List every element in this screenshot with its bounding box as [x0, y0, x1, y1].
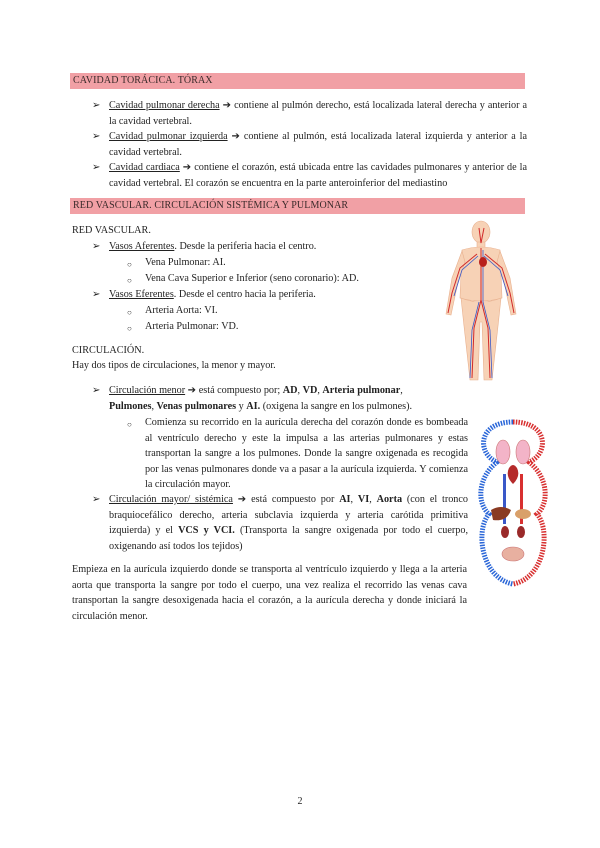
section-heading-red-vascular: RED VASCULAR. CIRCULACIÓN SISTÉMICA Y PULMONAR: [70, 198, 525, 214]
list-item-cavidad-izquierda: Cavidad pulmonar izquierda ➔ contiene al pulmón, está localizada lateral izquierda y anterior a la cavidad vertebral.: [109, 131, 527, 158]
list-item-aferentes: Vasos Aferentes. Desde la periferia hacia el centro.: [109, 241, 317, 252]
arrow-icon: ➔: [237, 494, 247, 505]
circle-bullet-icon: ○: [127, 420, 132, 429]
liver-icon: [491, 507, 511, 520]
term: Cavidad cardiaca: [109, 162, 180, 173]
bullet-icon: ➢: [92, 494, 101, 505]
bullet-icon: ➢: [92, 131, 101, 142]
bullet-icon: ➢: [92, 241, 101, 252]
sub-item-vena-cava: Vena Cava Superior e Inferior (seno coronario): AD.: [145, 273, 359, 284]
circulacion-intro: Hay dos tipos de circulaciones, la menor y mayor.: [72, 360, 276, 371]
bullet-icon: ➢: [92, 100, 101, 111]
arrow-icon: ➔: [182, 162, 192, 173]
circulacion-title: CIRCULACIÓN.: [72, 345, 145, 356]
sub-item-menor-recorrido: Comienza su recorrido en la aurícula derecha del corazón donde es bombeada al ventrículo derecho y este la impulsa a las arterias pulmonares y estas transportan la sangre a los pulmones. Donde la sangre oxigenada es recogida por las venas pulmonares donde va a pasar a la aurícula izquierda. Y comienza la circulación mayor.: [145, 417, 468, 490]
list-item-circulacion-menor: Circulación menor ➔ está compuesto por; AD, VD, Arteria pulmonar, Pulmones, Venas pulmonares y AI. (oxigena la sangre en los pulmones).: [109, 385, 413, 412]
intestine-icon: [502, 547, 524, 561]
kidney-icon: [517, 526, 525, 538]
heart-icon: [508, 465, 519, 484]
circle-bullet-icon: ○: [127, 324, 132, 333]
list-item-circulacion-mayor: Circulación mayor/ sistémica ➔ está compuesto por AI, VI, Aorta (con el tronco braquiocefálico derecho, arteria subclavia izquierda y arteria carótida primitiva izquierda) y el VCS y VCI. (Transporta la sangre oxigenada por todo el cuerpo, oxigenando así todos los tejidos): [109, 494, 469, 552]
heart-icon: [479, 257, 487, 267]
sub-item-arteria-pulmonar: Arteria Pulmonar: VD.: [145, 321, 239, 332]
kidney-icon: [501, 526, 509, 538]
bullet-icon: ➢: [92, 289, 101, 300]
list-item-eferentes: Vasos Eferentes. Desde el centro hacia la periferia.: [109, 289, 316, 300]
closing-paragraph: Empieza en la aurícula izquierdo donde se transporta al ventrículo izquierdo y llega a la arteria aorta que transporta la sangre por todo el cuerpo, una vez realiza el recorrido las venas cava transportan la sangre desoxigenada hacia el corazón, a la aurícula derecha y donde iniciará la circulación menor.: [72, 564, 467, 622]
bullet-icon: ➢: [92, 162, 101, 173]
circle-bullet-icon: ○: [127, 308, 132, 317]
list-item-cavidad-derecha: Cavidad pulmonar derecha ➔ contiene al pulmón derecho, está localizada lateral derecha y anterior a la cavidad vertebral.: [109, 100, 528, 127]
stomach-icon: [515, 509, 531, 519]
circle-bullet-icon: ○: [127, 276, 132, 285]
term: Cavidad pulmonar derecha: [109, 100, 220, 111]
arrow-icon: ➔: [222, 100, 232, 111]
section-heading-torax: CAVIDAD TORÁCICA. TÓRAX: [70, 73, 525, 89]
sub-item-vena-pulmonar: Vena Pulmonar: AI.: [145, 257, 226, 268]
sub-item-arteria-aorta: Arteria Aorta: VI.: [145, 305, 218, 316]
lung-icon: [516, 440, 530, 464]
circulation-loop-diagram: [473, 418, 553, 590]
lung-icon: [496, 440, 510, 464]
red-vascular-title: RED VASCULAR.: [72, 225, 151, 236]
list-item-cavidad-cardiaca: Cavidad cardiaca ➔ contiene el corazón, está ubicada entre las cavidades pulmonares y anterior de la cavidad vertebral. El corazón se encuentra en la parte anteroinferior del mediastino: [109, 162, 527, 189]
arrow-icon: ➔: [187, 385, 197, 396]
bullet-icon: ➢: [92, 385, 101, 396]
human-vascular-figure-illustration: [432, 218, 530, 384]
arrow-icon: ➔: [231, 131, 240, 142]
page-number: 2: [297, 796, 303, 807]
circle-bullet-icon: ○: [127, 260, 132, 269]
term: Cavidad pulmonar izquierda: [109, 131, 228, 142]
